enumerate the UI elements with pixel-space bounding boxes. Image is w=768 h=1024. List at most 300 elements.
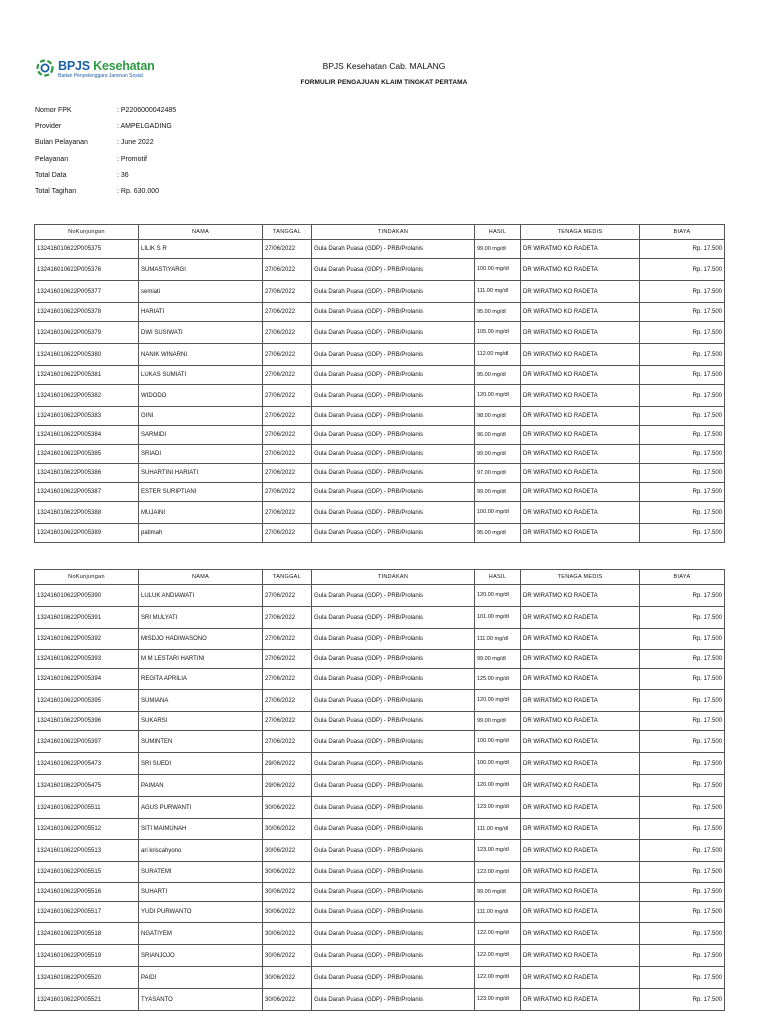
cell-nama: MUJAINI — [139, 502, 263, 524]
cell-tanggal: 27/06/2022 — [263, 731, 312, 753]
table-row — [35, 426, 725, 445]
cell-tenaga-medis: DR WIRATMO KO RADETA — [521, 840, 640, 862]
table-row — [35, 840, 725, 862]
cell-hasil: 122.00 mg/dl — [475, 862, 521, 883]
cell-hasil: 122.00 mg/dl — [475, 967, 521, 989]
cell-tanggal: 27/06/2022 — [263, 366, 312, 385]
column-header-hasil: HASIL — [475, 225, 521, 240]
cell-tanggal: 27/06/2022 — [263, 407, 312, 426]
cell-tenaga-medis: DR WIRATMO KO RADETA — [521, 585, 640, 607]
table-row — [35, 923, 725, 945]
cell-biaya: Rp. 17.500 — [640, 690, 725, 712]
cell-tindakan: Gula Darah Puasa (GDP) - PRB/Prolanis — [312, 650, 475, 669]
cell-tenaga-medis: DR WIRATMO KO RADETA — [521, 819, 640, 840]
form-title: FORMULIR PENGAJUAN KLAIM TINGKAT PERTAMA — [300, 79, 468, 86]
cell-biaya: Rp. 17.500 — [640, 989, 725, 1011]
cell-tanggal: 27/06/2022 — [263, 712, 312, 731]
column-header-biaya: BIAYA — [640, 225, 725, 240]
table-row — [35, 819, 725, 840]
info-value: : 36 — [117, 171, 129, 179]
cell-no-kunjungan: 132416010622P005381 — [35, 366, 139, 385]
cell-no-kunjungan: 132416010622P005390 — [35, 585, 139, 607]
cell-no-kunjungan: 132416010622P005513 — [35, 840, 139, 862]
cell-tindakan: Gula Darah Puasa (GDP) - PRB/Prolanis — [312, 669, 475, 690]
claims-table-2 — [34, 569, 725, 1011]
cell-no-kunjungan: 132416010622P005521 — [35, 989, 139, 1011]
cell-tindakan: Gula Darah Puasa (GDP) - PRB/Prolanis — [312, 483, 475, 502]
info-value: : Rp. 630.000 — [117, 187, 160, 195]
table-row — [35, 753, 725, 775]
cell-hasil: 98.00 mg/dl — [475, 407, 521, 426]
cell-hasil: 96.00 mg/dl — [475, 426, 521, 445]
cell-biaya: Rp. 17.500 — [640, 753, 725, 775]
cell-hasil: 99.00 mg/dl — [475, 240, 521, 259]
cell-hasil: 97.00 mg/dl — [475, 464, 521, 483]
cell-nama: SRI MULYATI — [139, 607, 263, 629]
cell-tenaga-medis: DR WIRATMO KO RADETA — [521, 303, 640, 322]
cell-tindakan: Gula Darah Puasa (GDP) - PRB/Prolanis — [312, 840, 475, 862]
cell-no-kunjungan: 132416010622P005394 — [35, 669, 139, 690]
table-row — [35, 945, 725, 967]
cell-hasil: 120.00 mg/dl — [475, 385, 521, 407]
cell-nama: SUMIANA — [139, 690, 263, 712]
column-header-nama: NAMA — [139, 570, 263, 585]
cell-no-kunjungan: 132416010622P005385 — [35, 445, 139, 464]
column-header-tindakan: TINDAKAN — [312, 225, 475, 240]
cell-no-kunjungan: 132416010622P005516 — [35, 883, 139, 902]
cell-biaya: Rp. 17.500 — [640, 902, 725, 923]
info-row — [35, 123, 176, 139]
cell-nama: NGATIYEM — [139, 923, 263, 945]
cell-biaya: Rp. 17.500 — [640, 775, 725, 797]
table-row — [35, 240, 725, 259]
cell-tindakan: Gula Darah Puasa (GDP) - PRB/Prolanis — [312, 303, 475, 322]
cell-hasil: 105.00 mg/dl — [475, 322, 521, 344]
cell-hasil: 111.00 mg/dl — [475, 629, 521, 650]
cell-tindakan: Gula Darah Puasa (GDP) - PRB/Prolanis — [312, 502, 475, 524]
cell-tanggal: 27/06/2022 — [263, 385, 312, 407]
cell-hasil: 95.00 mg/dl — [475, 303, 521, 322]
cell-biaya: Rp. 17.500 — [640, 797, 725, 819]
cell-hasil: 120.00 mg/dl — [475, 775, 521, 797]
cell-tindakan: Gula Darah Puasa (GDP) - PRB/Prolanis — [312, 607, 475, 629]
table-row — [35, 281, 725, 303]
cell-tindakan: Gula Darah Puasa (GDP) - PRB/Prolanis — [312, 281, 475, 303]
cell-tanggal: 27/06/2022 — [263, 502, 312, 524]
cell-tindakan: Gula Darah Puasa (GDP) - PRB/Prolanis — [312, 775, 475, 797]
cell-nama: SRIADI — [139, 445, 263, 464]
cell-hasil: 123.00 mg/dl — [475, 989, 521, 1011]
cell-tindakan: Gula Darah Puasa (GDP) - PRB/Prolanis — [312, 819, 475, 840]
cell-tenaga-medis: DR WIRATMO KO RADETA — [521, 426, 640, 445]
cell-biaya: Rp. 17.500 — [640, 385, 725, 407]
cell-no-kunjungan: 132416010622P005378 — [35, 303, 139, 322]
cell-no-kunjungan: 132416010622P005389 — [35, 524, 139, 543]
cell-biaya: Rp. 17.500 — [640, 240, 725, 259]
info-row — [35, 172, 176, 188]
cell-nama: REGITA APRILIA — [139, 669, 263, 690]
cell-no-kunjungan: 132416010622P005386 — [35, 464, 139, 483]
cell-hasil: 99.00 mg/dl — [475, 445, 521, 464]
table-row — [35, 797, 725, 819]
cell-no-kunjungan: 132416010622P005379 — [35, 322, 139, 344]
cell-tindakan: Gula Darah Puasa (GDP) - PRB/Prolanis — [312, 407, 475, 426]
cell-tenaga-medis: DR WIRATMO KO RADETA — [521, 690, 640, 712]
claims-table-1 — [34, 224, 725, 543]
column-header-tenaga-medis: TENAGA MEDIS — [521, 570, 640, 585]
cell-hasil: 99.00 mg/dl — [475, 883, 521, 902]
cell-no-kunjungan: 132416010622P005512 — [35, 819, 139, 840]
cell-no-kunjungan: 132416010622P005395 — [35, 690, 139, 712]
info-value: : Promotif — [117, 155, 147, 163]
cell-nama: SITI MAIMUNAH — [139, 819, 263, 840]
cell-no-kunjungan: 132416010622P005515 — [35, 862, 139, 883]
office-name: BPJS Kesehatan Cab. MALANG — [322, 61, 446, 71]
cell-tanggal: 27/06/2022 — [263, 464, 312, 483]
info-row — [35, 188, 176, 204]
info-row — [35, 156, 176, 172]
cell-tenaga-medis: DR WIRATMO KO RADETA — [521, 524, 640, 543]
cell-tindakan: Gula Darah Puasa (GDP) - PRB/Prolanis — [312, 385, 475, 407]
cell-tanggal: 30/06/2022 — [263, 883, 312, 902]
cell-tanggal: 27/06/2022 — [263, 426, 312, 445]
cell-biaya: Rp. 17.500 — [640, 303, 725, 322]
cell-nama: HARIATI — [139, 303, 263, 322]
cell-biaya: Rp. 17.500 — [640, 259, 725, 281]
table-row — [35, 259, 725, 281]
cell-no-kunjungan: 132416010622P005473 — [35, 753, 139, 775]
table-row — [35, 669, 725, 690]
cell-biaya: Rp. 17.500 — [640, 366, 725, 385]
cell-hasil: 123.00 mg/dl — [475, 840, 521, 862]
cell-no-kunjungan: 132416010622P005397 — [35, 731, 139, 753]
cell-tenaga-medis: DR WIRATMO KO RADETA — [521, 344, 640, 366]
cell-tanggal: 27/06/2022 — [263, 322, 312, 344]
cell-tenaga-medis: DR WIRATMO KO RADETA — [521, 259, 640, 281]
cell-biaya: Rp. 17.500 — [640, 407, 725, 426]
table-row — [35, 650, 725, 669]
cell-tanggal: 30/06/2022 — [263, 862, 312, 883]
cell-biaya: Rp. 17.500 — [640, 819, 725, 840]
cell-tindakan: Gula Darah Puasa (GDP) - PRB/Prolanis — [312, 731, 475, 753]
cell-tindakan: Gula Darah Puasa (GDP) - PRB/Prolanis — [312, 967, 475, 989]
info-label: Nomor FPK — [35, 107, 72, 114]
cell-hasil: 100.00 mg/dl — [475, 259, 521, 281]
cell-nama: MISDJO HADIWASONO — [139, 629, 263, 650]
cell-nama: M M LESTARI HARTINI — [139, 650, 263, 669]
cell-tenaga-medis: DR WIRATMO KO RADETA — [521, 607, 640, 629]
cell-tenaga-medis: DR WIRATMO KO RADETA — [521, 731, 640, 753]
cell-tenaga-medis: DR WIRATMO KO RADETA — [521, 445, 640, 464]
cell-tenaga-medis: DR WIRATMO KO RADETA — [521, 712, 640, 731]
cell-hasil: 99.00 mg/dl — [475, 712, 521, 731]
cell-tenaga-medis: DR WIRATMO KO RADETA — [521, 464, 640, 483]
cell-nama: SRI SUEDI — [139, 753, 263, 775]
cell-biaya: Rp. 17.500 — [640, 585, 725, 607]
cell-nama: DWI SUSIWATI — [139, 322, 263, 344]
cell-tindakan: Gula Darah Puasa (GDP) - PRB/Prolanis — [312, 945, 475, 967]
column-header-hasil: HASIL — [475, 570, 521, 585]
table-row — [35, 366, 725, 385]
cell-tanggal: 27/06/2022 — [263, 607, 312, 629]
info-value: : June 2022 — [117, 139, 154, 147]
cell-tindakan: Gula Darah Puasa (GDP) - PRB/Prolanis — [312, 989, 475, 1011]
cell-nama: NANIK WINARNI — [139, 344, 263, 366]
cell-nama: SUMASTIYARGI — [139, 259, 263, 281]
cell-hasil: 120.00 mg/dl — [475, 690, 521, 712]
cell-tanggal: 30/06/2022 — [263, 945, 312, 967]
cell-nama: semiati — [139, 281, 263, 303]
cell-biaya: Rp. 17.500 — [640, 712, 725, 731]
cell-tindakan: Gula Darah Puasa (GDP) - PRB/Prolanis — [312, 585, 475, 607]
cell-hasil: 120.00 mg/dl — [475, 585, 521, 607]
cell-hasil: 111.00 mg/dl — [475, 902, 521, 923]
cell-no-kunjungan: 132416010622P005384 — [35, 426, 139, 445]
table-row — [35, 445, 725, 464]
cell-biaya: Rp. 17.500 — [640, 464, 725, 483]
cell-hasil: 111.00 mg/dl — [475, 819, 521, 840]
cell-tenaga-medis: DR WIRATMO KO RADETA — [521, 669, 640, 690]
table-row — [35, 483, 725, 502]
cell-no-kunjungan: 132416010622P005387 — [35, 483, 139, 502]
cell-biaya: Rp. 17.500 — [640, 502, 725, 524]
cell-hasil: 123.00 mg/dl — [475, 797, 521, 819]
cell-tenaga-medis: DR WIRATMO KO RADETA — [521, 629, 640, 650]
cell-tanggal: 27/06/2022 — [263, 629, 312, 650]
cell-nama: TYASANTO — [139, 989, 263, 1011]
cell-biaya: Rp. 17.500 — [640, 967, 725, 989]
cell-tanggal: 30/06/2022 — [263, 967, 312, 989]
table-row — [35, 629, 725, 650]
table-row — [35, 464, 725, 483]
logo-brand-kesehatan: Kesehatan — [93, 59, 155, 73]
column-header-tenaga-medis: TENAGA MEDIS — [521, 225, 640, 240]
cell-nama: PAIDI — [139, 967, 263, 989]
cell-hasil: 99.00 mg/dl — [475, 483, 521, 502]
cell-tenaga-medis: DR WIRATMO KO RADETA — [521, 407, 640, 426]
cell-no-kunjungan: 132416010622P005475 — [35, 775, 139, 797]
cell-tanggal: 30/06/2022 — [263, 989, 312, 1011]
cell-biaya: Rp. 17.500 — [640, 483, 725, 502]
cell-biaya: Rp. 17.500 — [640, 883, 725, 902]
cell-tindakan: Gula Darah Puasa (GDP) - PRB/Prolanis — [312, 883, 475, 902]
cell-tanggal: 29/06/2022 — [263, 753, 312, 775]
table-header-row — [35, 225, 725, 240]
cell-biaya: Rp. 17.500 — [640, 923, 725, 945]
table-row — [35, 407, 725, 426]
table-row — [35, 862, 725, 883]
cell-hasil: 111.00 mg/dl — [475, 281, 521, 303]
column-header-biaya: BIAYA — [640, 570, 725, 585]
cell-biaya: Rp. 17.500 — [640, 629, 725, 650]
cell-biaya: Rp. 17.500 — [640, 445, 725, 464]
table-row — [35, 967, 725, 989]
table-row — [35, 607, 725, 629]
cell-tindakan: Gula Darah Puasa (GDP) - PRB/Prolanis — [312, 629, 475, 650]
cell-tenaga-medis: DR WIRATMO KO RADETA — [521, 967, 640, 989]
cell-tanggal: 27/06/2022 — [263, 524, 312, 543]
cell-tindakan: Gula Darah Puasa (GDP) - PRB/Prolanis — [312, 426, 475, 445]
cell-no-kunjungan: 132416010622P005519 — [35, 945, 139, 967]
table-row — [35, 524, 725, 543]
cell-biaya: Rp. 17.500 — [640, 669, 725, 690]
cell-nama: patimah — [139, 524, 263, 543]
table-row — [35, 344, 725, 366]
cell-nama: LUKAS SUMIATI — [139, 366, 263, 385]
cell-tanggal: 27/06/2022 — [263, 669, 312, 690]
table-row — [35, 322, 725, 344]
info-row — [35, 107, 176, 123]
cell-tanggal: 27/06/2022 — [263, 240, 312, 259]
cell-tindakan: Gula Darah Puasa (GDP) - PRB/Prolanis — [312, 464, 475, 483]
table-row — [35, 303, 725, 322]
cell-tenaga-medis: DR WIRATMO KO RADETA — [521, 281, 640, 303]
cell-biaya: Rp. 17.500 — [640, 862, 725, 883]
cell-tanggal: 30/06/2022 — [263, 923, 312, 945]
cell-nama: SURATEMI — [139, 862, 263, 883]
cell-nama: GINI — [139, 407, 263, 426]
cell-tindakan: Gula Darah Puasa (GDP) - PRB/Prolanis — [312, 259, 475, 281]
cell-tindakan: Gula Darah Puasa (GDP) - PRB/Prolanis — [312, 344, 475, 366]
cell-no-kunjungan: 132416010622P005375 — [35, 240, 139, 259]
cell-tenaga-medis: DR WIRATMO KO RADETA — [521, 322, 640, 344]
column-header-tanggal: TANGGAL — [263, 225, 312, 240]
cell-tindakan: Gula Darah Puasa (GDP) - PRB/Prolanis — [312, 240, 475, 259]
cell-hasil: 125.00 mg/dl — [475, 669, 521, 690]
info-label: Bulan Pelayanan — [35, 139, 88, 147]
cell-tanggal: 30/06/2022 — [263, 902, 312, 923]
cell-no-kunjungan: 132416010622P005511 — [35, 797, 139, 819]
cell-nama: YUDI PURWANTO — [139, 902, 263, 923]
cell-tanggal: 30/06/2022 — [263, 819, 312, 840]
cell-nama: SUHARTI — [139, 883, 263, 902]
cell-no-kunjungan: 132416010622P005393 — [35, 650, 139, 669]
cell-tindakan: Gula Darah Puasa (GDP) - PRB/Prolanis — [312, 445, 475, 464]
cell-tanggal: 27/06/2022 — [263, 690, 312, 712]
cell-no-kunjungan: 132416010622P005396 — [35, 712, 139, 731]
column-header-tindakan: TINDAKAN — [312, 570, 475, 585]
cell-tenaga-medis: DR WIRATMO KO RADETA — [521, 650, 640, 669]
cell-tenaga-medis: DR WIRATMO KO RADETA — [521, 483, 640, 502]
cell-hasil: 100.00 mg/dl — [475, 731, 521, 753]
cell-tenaga-medis: DR WIRATMO KO RADETA — [521, 366, 640, 385]
cell-nama: SRIANJOJO — [139, 945, 263, 967]
cell-tenaga-medis: DR WIRATMO KO RADETA — [521, 923, 640, 945]
cell-tanggal: 27/06/2022 — [263, 281, 312, 303]
cell-tanggal: 27/06/2022 — [263, 344, 312, 366]
cell-tanggal: 30/06/2022 — [263, 797, 312, 819]
table-row — [35, 385, 725, 407]
cell-tanggal: 27/06/2022 — [263, 585, 312, 607]
logo-brand-bpjs: BPJS — [58, 59, 90, 73]
cell-tenaga-medis: DR WIRATMO KO RADETA — [521, 989, 640, 1011]
cell-no-kunjungan: 132416010622P005517 — [35, 902, 139, 923]
cell-no-kunjungan: 132416010622P005383 — [35, 407, 139, 426]
cell-no-kunjungan: 132416010622P005376 — [35, 259, 139, 281]
cell-tanggal: 29/06/2022 — [263, 775, 312, 797]
cell-nama: LILIK S R — [139, 240, 263, 259]
cell-tindakan: Gula Darah Puasa (GDP) - PRB/Prolanis — [312, 902, 475, 923]
cell-tindakan: Gula Darah Puasa (GDP) - PRB/Prolanis — [312, 753, 475, 775]
cell-no-kunjungan: 132416010622P005388 — [35, 502, 139, 524]
column-header-no-kunjungan: NoKunjungan — [35, 225, 139, 240]
cell-tanggal: 27/06/2022 — [263, 483, 312, 502]
cell-tanggal: 30/06/2022 — [263, 840, 312, 862]
cell-tenaga-medis: DR WIRATMO KO RADETA — [521, 902, 640, 923]
cell-tenaga-medis: DR WIRATMO KO RADETA — [521, 945, 640, 967]
cell-tenaga-medis: DR WIRATMO KO RADETA — [521, 883, 640, 902]
info-label: Total Data — [35, 171, 67, 179]
info-row — [35, 139, 176, 155]
cell-tenaga-medis: DR WIRATMO KO RADETA — [521, 240, 640, 259]
table-row — [35, 690, 725, 712]
cell-hasil: 95.00 mg/dl — [475, 366, 521, 385]
cell-nama: ari kriscahyono — [139, 840, 263, 862]
cell-biaya: Rp. 17.500 — [640, 650, 725, 669]
cell-tenaga-medis: DR WIRATMO KO RADETA — [521, 502, 640, 524]
cell-nama: PAIMAN — [139, 775, 263, 797]
cell-nama: AGUS PURWANTI — [139, 797, 263, 819]
cell-tindakan: Gula Darah Puasa (GDP) - PRB/Prolanis — [312, 322, 475, 344]
cell-tanggal: 27/06/2022 — [263, 303, 312, 322]
info-label: Provider — [35, 123, 62, 131]
cell-biaya: Rp. 17.500 — [640, 344, 725, 366]
cell-nama: ESTER SURIPTIANI — [139, 483, 263, 502]
cell-tindakan: Gula Darah Puasa (GDP) - PRB/Prolanis — [312, 797, 475, 819]
cell-biaya: Rp. 17.500 — [640, 945, 725, 967]
cell-biaya: Rp. 17.500 — [640, 840, 725, 862]
cell-biaya: Rp. 17.500 — [640, 607, 725, 629]
cell-hasil: 95.00 mg/dl — [475, 524, 521, 543]
cell-tenaga-medis: DR WIRATMO KO RADETA — [521, 753, 640, 775]
cell-nama: SUKARSI — [139, 712, 263, 731]
cell-hasil: 122.00 mg/dl — [475, 945, 521, 967]
table-row — [35, 731, 725, 753]
cell-hasil: 122.00 mg/dl — [475, 923, 521, 945]
table-row — [35, 585, 725, 607]
cell-no-kunjungan: 132416010622P005392 — [35, 629, 139, 650]
info-value: : P2206000042485 — [117, 107, 177, 114]
column-header-nama: NAMA — [139, 225, 263, 240]
cell-biaya: Rp. 17.500 — [640, 731, 725, 753]
table-row — [35, 712, 725, 731]
cell-biaya: Rp. 17.500 — [640, 322, 725, 344]
cell-biaya: Rp. 17.500 — [640, 524, 725, 543]
table-row — [35, 902, 725, 923]
cell-no-kunjungan: 132416010622P005518 — [35, 923, 139, 945]
logo-tagline: Badan Penyelenggara Jaminan Sosial — [58, 73, 143, 79]
table-row — [35, 775, 725, 797]
column-header-no-kunjungan: NoKunjungan — [35, 570, 139, 585]
cell-biaya: Rp. 17.500 — [640, 426, 725, 445]
cell-tindakan: Gula Darah Puasa (GDP) - PRB/Prolanis — [312, 366, 475, 385]
claim-info — [35, 107, 176, 204]
cell-nama: SUHARTINI HARIATI — [139, 464, 263, 483]
info-value: : AMPELGADING — [117, 123, 172, 131]
table-row — [35, 883, 725, 902]
cell-hasil: 100.00 mg/dl — [475, 502, 521, 524]
cell-nama: WIDODO — [139, 385, 263, 407]
cell-no-kunjungan: 132416010622P005382 — [35, 385, 139, 407]
cell-tanggal: 27/06/2022 — [263, 650, 312, 669]
cell-tindakan: Gula Darah Puasa (GDP) - PRB/Prolanis — [312, 862, 475, 883]
cell-biaya: Rp. 17.500 — [640, 281, 725, 303]
cell-tindakan: Gula Darah Puasa (GDP) - PRB/Prolanis — [312, 524, 475, 543]
cell-tindakan: Gula Darah Puasa (GDP) - PRB/Prolanis — [312, 712, 475, 731]
cell-tindakan: Gula Darah Puasa (GDP) - PRB/Prolanis — [312, 923, 475, 945]
column-header-tanggal: TANGGAL — [263, 570, 312, 585]
info-label: Total Tagihan — [35, 187, 77, 195]
